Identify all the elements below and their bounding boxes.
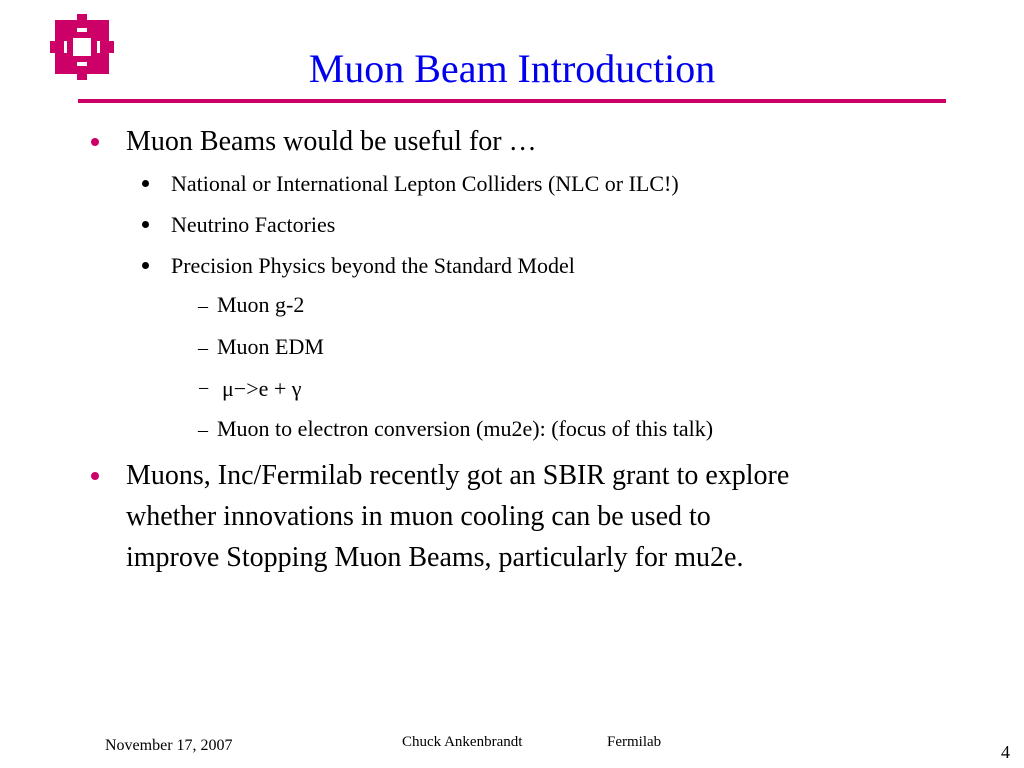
slide-title: Muon Beam Introduction <box>308 46 716 91</box>
sub-bullet-2: Neutrino Factories <box>171 212 336 237</box>
title-divider <box>78 99 946 103</box>
page-number: 4 <box>1001 742 1010 762</box>
sub-bullet-3: Precision Physics beyond the Standard Model <box>171 253 575 278</box>
sub-sub-bullet-2: Muon EDM <box>217 334 324 359</box>
footer-org: Fermilab <box>607 734 662 750</box>
dash-marker: – <box>198 295 208 317</box>
sub-sub-bullet-4: Muon to electron conversion (mu2e): (focus of this talk) <box>217 416 714 441</box>
sub-bullet-marker <box>142 221 149 228</box>
footer-author: Chuck Ankenbrandt <box>402 734 523 750</box>
dash-marker: – <box>198 337 208 359</box>
footer-date: November 17, 2007 <box>105 737 233 754</box>
bullet-marker <box>91 472 99 480</box>
bullet-2-line-3: improve Stopping Muon Beams, particularly for mu2e. <box>126 542 744 573</box>
sub-sub-bullet-3: μ−>e + γ <box>222 376 302 401</box>
dash-marker: − <box>198 378 210 400</box>
sub-bullet-marker <box>142 262 149 269</box>
bullet-2-line-1: Muons, Inc/Fermilab recently got an SBIR grant to explore <box>126 460 790 491</box>
bullet-2-line-2: whether innovations in muon cooling can be used to <box>126 501 711 532</box>
bullet-marker <box>91 138 99 146</box>
sub-sub-bullet-1: Muon g-2 <box>217 292 305 317</box>
sub-bullet-1: National or International Lepton Colliders (NLC or ILC!) <box>171 171 679 196</box>
dash-marker: – <box>198 419 208 441</box>
bullet-1: Muon Beams would be useful for … <box>126 126 537 157</box>
sub-bullet-marker <box>142 180 149 187</box>
